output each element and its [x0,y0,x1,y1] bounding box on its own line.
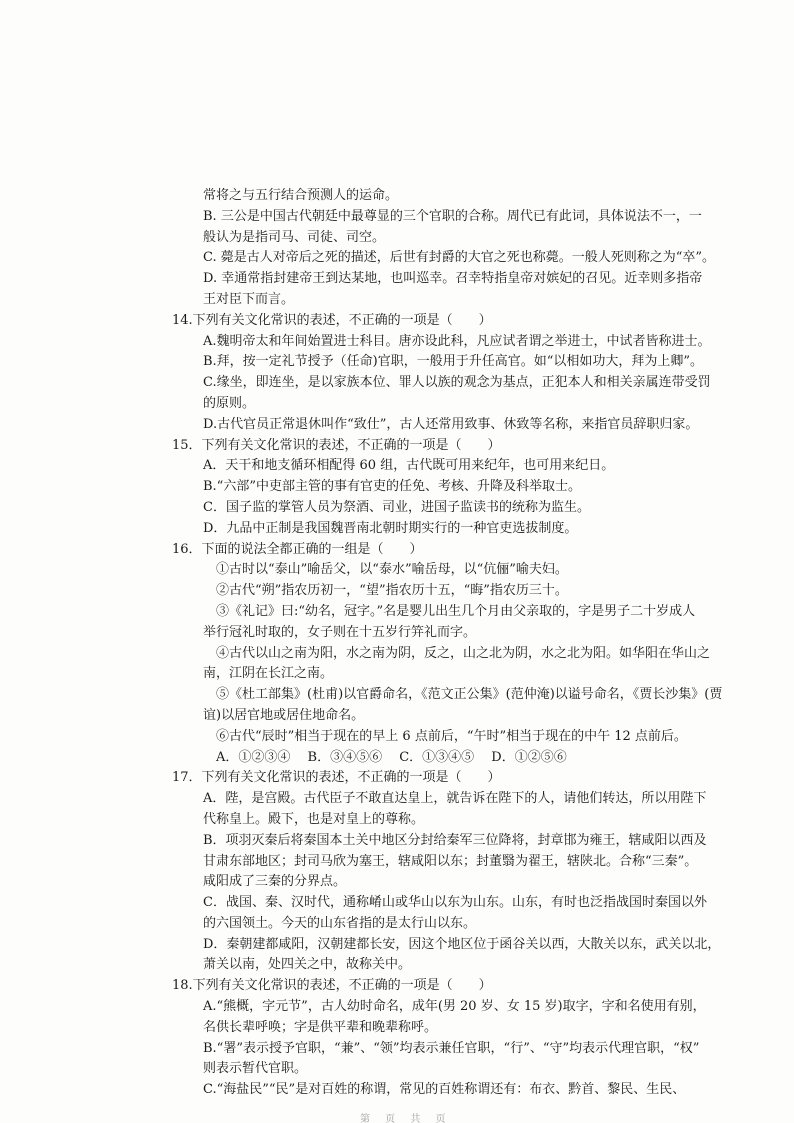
text-line: ③《礼记》曰:“幼名，冠字。”名是婴儿出生几个月由父亲取的，字是男子二十岁成人 [203,603,696,619]
text-line: ④古代以山之南为阳，水之南为阴，反之，山之北为阴，水之北为阳。如华阳在华山之 [203,645,711,661]
text-line: D．九品中正制是我国魏晋南北朝时期实行的一种官吏选拔制度。 [203,520,578,536]
text-line: 18.下列有关文化常识的表述，不正确的一项是（ ） [172,978,492,994]
text-line: 王对臣下而言。 [203,291,295,307]
text-line: C．国子监的掌管人员为祭酒、司业，进国子监读书的统称为监生。 [203,499,590,515]
text-line: ①古时以“泰山”喻岳父，以“泰水”喻岳母，以“伉俪”喻夫妇。 [203,562,568,578]
document-body [172,186,732,1101]
text-line: C.“海盐民”“民”是对百姓的称谓，常见的百姓称谓还有：布衣、黔首、黎民、生民、 [203,1082,686,1098]
text-line: C.缘坐，即连坐，是以家族本位、罪人以族的观念为基点，正犯本人和相关亲属连带受罚 [203,375,711,391]
text-line: 15．下列有关文化常识的表述，不正确的一项是（ ） [172,437,501,453]
text-line: 则表示暂代官职。 [203,1061,308,1077]
text-line: 举行冠礼时取的，女子则在十五岁行笄礼而字。 [203,624,477,640]
text-line: 代称皇上。殿下，也是对皇上的尊称。 [203,811,425,827]
text-line: 萧关以南，处四关之中，故称关中。 [203,957,412,973]
page-footer: 第 页 共 页 [360,1114,452,1123]
text-line: 16．下面的说法全都正确的一组是（ ） [172,541,423,557]
text-line: 咸阳成了三秦的分界点。 [203,874,347,890]
text-line: 南，江阴在长江之南。 [203,666,334,682]
text-line: B.“六部”中吏部主管的事有官吏的任免、考核、升降及科举取士。 [203,479,581,495]
text-line: ⑥古代“辰时”相当于现在的早上 6 点前后，“午时”相当于现在的中午 12 点前后。 [203,728,687,744]
text-line: A．陛，是宫殿。古代臣子不敢直达皇上，就告诉在陛下的人，请他们转达，所以用陛下 [203,791,707,807]
text-line: C．战国、秦、汉时代，通称崤山或华山以东为山东。山东，有时也泛指战国时秦国以外 [203,895,707,911]
text-line: 常将之与五行结合预测人的运命。 [203,188,399,203]
text-line: A.“熊概，字元节”，古人幼时命名，成年(男 20 岁、女 15 岁)取字，字和名使用有别， [203,999,706,1015]
text-line: D.古代官员正常退休叫作“致仕”，古人还常用致事、休致等名称，来指官员辞职归家。 [203,416,699,432]
text-line: 甘肃东部地区；封司马欣为塞王，辖咸阳以东；封董翳为翟王，辖陕北。合称“三秦”。 [203,853,698,869]
text-line: D．秦朝建都咸阳，汉朝建都长安，因这个地区位于函谷关以西，大散关以东，武关以北， [203,936,721,952]
text-line: ⑤《杜工部集》(杜甫)以官爵命名，《范文正公集》(范仲淹)以谥号命名，《贾长沙集》(贾 [203,687,723,703]
text-line: 般认为是指司马、司徒、司空。 [203,229,386,245]
text-line: 17．下列有关文化常识的表述，不正确的一项是（ ） [172,770,501,786]
text-line: ②古代“朔”指农历初一，“望”指农历十五，“晦”指农历三十。 [203,583,568,599]
text-line: B. 三公是中国古代朝廷中最尊显的三个官职的合称。周代已有此词，具体说法不一，一 [203,208,702,224]
text-line: A．①②③④ B．③④⑤⑥ C．①③④⑤ D．①②⑤⑥ [203,749,567,765]
text-line: B.“署”表示授予官职，“兼”、“领”均表示兼任官职，“行”、“守”均表示代理官职，“权” [203,1040,700,1056]
text-line: 的六国领土。今天的山东省指的是太行山以东。 [203,915,477,931]
text-line: B.拜，按一定礼节授予（任命)官职，一般用于升任高官。如“以相如功大，拜为上卿”。 [203,354,704,370]
text-line: C. 薨是古人对帝后之死的描述，后世有封爵的大官之死也称薨。一般人死则称之为“卒”。 [203,250,716,266]
text-line: A.魏明帝太和年间始置进士科目。唐亦设此科，凡应试者谓之举进士，中试者皆称进士。 [203,333,711,349]
text-line: A．天干和地支循环相配得 60 组，古代既可用来纪年，也可用来纪日。 [203,458,615,474]
text-line: B．项羽灭秦后将秦国本土关中地区分封给秦军三位降将，封章邯为雍王，辖咸阳以西及 [203,832,707,848]
text-line: D. 幸通常指封建帝王到达某地，也叫巡幸。召幸特指皇帝对嫔妃的召见。近幸则多指帝 [203,271,703,287]
text-line: 名供长辈呼唤；字是供平辈和晚辈称呼。 [203,1019,438,1035]
text-line: 谊)以居官地或居住地命名。 [203,707,365,723]
text-line: 14.下列有关文化常识的表述，不正确的一项是（ ） [172,312,492,328]
text-line: 的原则。 [203,395,256,411]
